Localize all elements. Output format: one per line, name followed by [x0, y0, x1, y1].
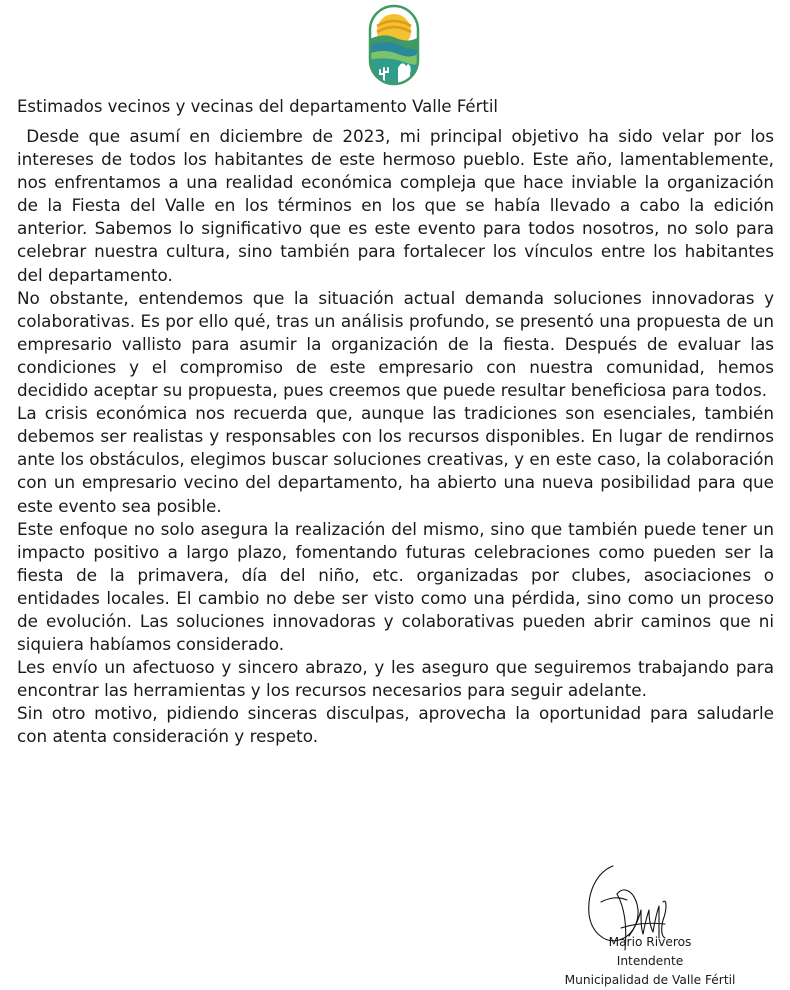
- signatory-name: Mario Riveros: [608, 935, 692, 949]
- signoff-block: [540, 933, 760, 990]
- paragraph: Les envío un afectuoso y sincero abrazo, y les aseguro que seguiremos trabajando para encontrar las herramientas y los recursos necesarios para seguir adelante.: [17, 657, 774, 701]
- signatory-organization: Municipalidad de Valle Fértil: [564, 973, 736, 987]
- paragraph: Desde que asumí en diciembre de 2023, mi principal objetivo ha sido velar por los intereses de todos los habitantes de este hermoso pueblo. Este año, lamentablemente, nos enfrentamos a una realidad económica compleja que hace inviable la organización de la Fiesta del Valle en los términos en los que se había llevado a cabo la edición anterior. Sabemos lo significativo que es este evento para todos nosotros, no solo para celebrar nuestra cultura, sino también para fortalecer los vínculos entre los habitantes del departamento.: [17, 126, 780, 285]
- paragraph: La crisis económica nos recuerda que, aunque las tradiciones son esenciales, también debemos ser realistas y responsables con los recursos disponibles. En lugar de rendirnos ante los obstáculos, elegimos buscar soluciones creativas, y en este caso, la colaboración con un empresario vecino del departamento, ha abierto una nueva posibilidad para que este evento sea posible.: [17, 403, 774, 516]
- valle-fertil-emblem-icon: [368, 4, 420, 86]
- signatory-role: Intendente: [616, 954, 684, 968]
- paragraph: Este enfoque no solo asegura la realización del mismo, sino que también puede tener un impacto positivo a largo plazo, fomentando futuras celebraciones como pueden ser la fiesta de la primavera, día del niño, etc. organizadas por clubes, asociaciones o entidades locales. El cambio no debe ser visto como una pérdida, sino como un proceso de evolución. Las soluciones innovadoras y colaborativas pueden abrir caminos que ni siquiera habíamos considerado.: [17, 518, 774, 655]
- letter-body: [17, 125, 780, 749]
- paragraph: No obstante, entendemos que la situación actual demanda soluciones innovadoras y colaborativas. Es por ello qué, tras un análisis profundo, se presentó una propuesta de un empresario vallisto para asumir la organización de la fiesta. Después de evaluar las condiciones y el compromiso de este empresario con nuestra comunidad, hemos decidido aceptar su propuesta, pues creemos que puede resultar beneficiosa para todos.: [17, 287, 774, 401]
- letter-greeting: Estimados vecinos y vecinas del departamento Valle Fértil: [17, 97, 498, 116]
- paragraph: Sin otro motivo, pidiendo sinceras disculpas, aprovecha la oportunidad para saludarle con atenta consideración y respeto.: [17, 703, 774, 747]
